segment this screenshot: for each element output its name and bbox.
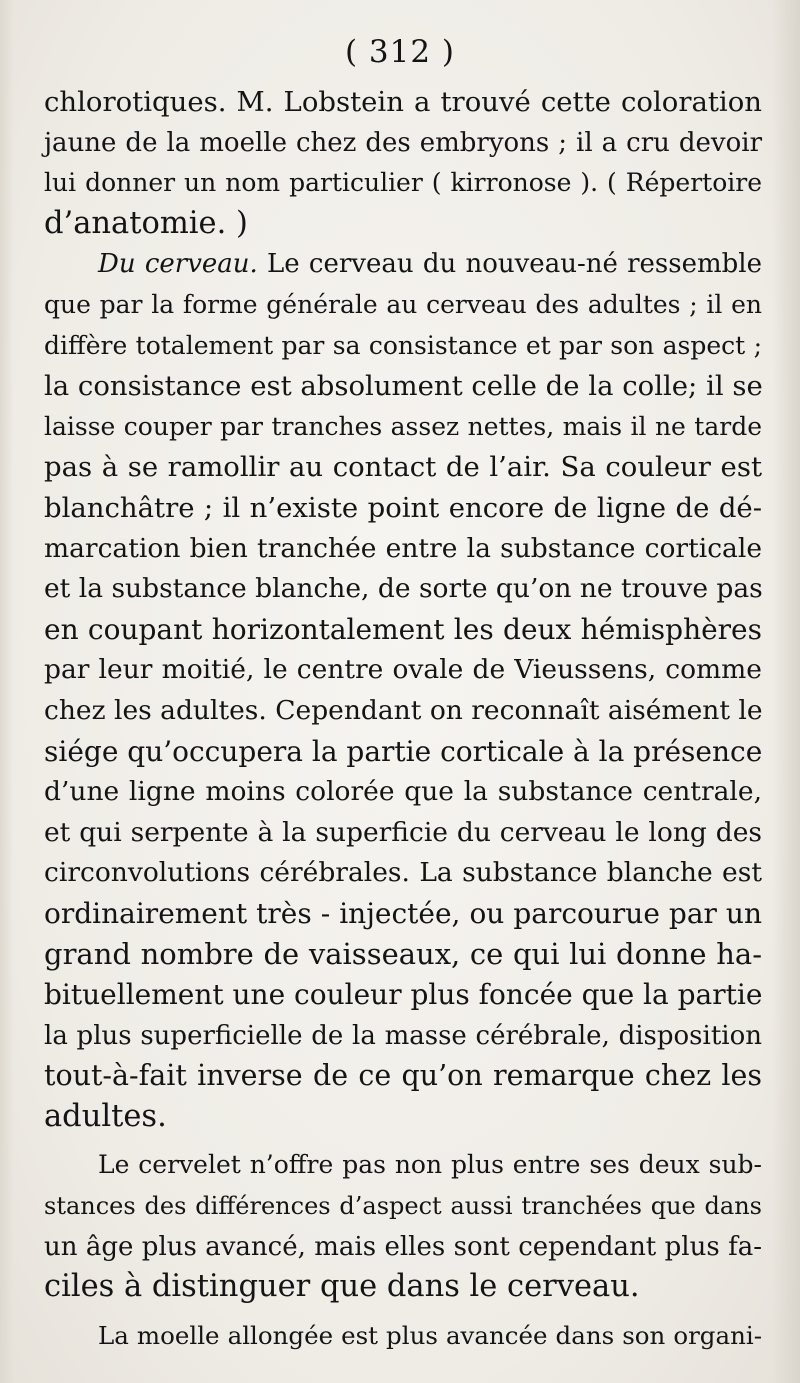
text-fragment: Le cerveau du nouveau-né ressemble <box>257 249 762 280</box>
text-line: jaune de la moelle chez des embryons ; il a cru devoir <box>44 127 762 158</box>
text-line: grand nombre de vaisseaux, ce qui lui donne ha- <box>44 937 762 972</box>
text-line: ordinairement très - injectée, ou parcourue par un <box>44 896 762 930</box>
text-line: blanchâtre ; il n’existe point encore de ligne de dé- <box>44 491 762 524</box>
paragraph-first-line: Le cervelet n’offre pas non plus entre ses deux sub- <box>98 1150 762 1180</box>
text-line: par leur moitié, le centre ovale de Vieussens, comme <box>44 654 762 686</box>
section-heading-italic: Du cerveau. <box>98 249 258 280</box>
text-line: un âge plus avancé, mais elles sont cependant plus fa- <box>44 1231 762 1262</box>
paragraph-gap <box>44 1308 762 1316</box>
paragraph-first-line: La moelle allongée est plus avancée dans son organi- <box>98 1320 762 1350</box>
text-line: la plus superficielle de la masse cérébrale, disposition <box>44 1020 762 1051</box>
text-line: d’une ligne moins colorée que la substance centrale, <box>44 776 762 808</box>
text-line: tout-à-fait inverse de ce qu’on remarque chez les <box>44 1059 762 1093</box>
page-right-shadow <box>772 0 800 1383</box>
text-line: en coupant horizontalement les deux hémisphères <box>44 612 762 646</box>
text-line: siége qu’occupera la partie corticale à la présence <box>44 734 763 768</box>
text-line: lui donner un nom particulier ( kirronose ). ( Répertoire <box>44 168 762 198</box>
text-line: chez les adultes. Cependant on reconnaît aisément le <box>44 694 763 726</box>
text-line: marcation bien tranchée entre la substance corticale <box>44 532 762 564</box>
text-line: laisse couper par tranches assez nettes, mais il ne tarde <box>44 411 762 441</box>
text-line: stances des différences d’aspect aussi tranchées que dans <box>44 1192 762 1221</box>
text-line: diffère totalement par sa consistance et par son aspect ; <box>44 330 762 360</box>
text-line: que par la forme générale au cerveau des adultes ; il en <box>44 289 762 319</box>
text-line: ciles à distinguer que dans le cerveau. <box>44 1269 640 1305</box>
text-line: chlorotiques. M. Lobstein a trouvé cette coloration <box>44 86 762 118</box>
text-line: circonvolutions cérébrales. La substance blanche est <box>44 857 762 889</box>
page-left-shadow <box>0 0 14 1383</box>
body-text <box>44 82 762 1356</box>
text-line: la consistance est absolument celle de la colle; il se <box>44 370 763 403</box>
paragraph-gap <box>44 1137 762 1145</box>
page-number: ( 312 ) <box>344 34 456 70</box>
text-line: pas à se ramollir au contact de l’air. Sa couleur est <box>44 451 762 484</box>
paragraph-first-line <box>44 244 762 285</box>
text-line: bituellement une couleur plus foncée que la partie <box>44 978 763 1012</box>
text-line: et qui serpente à la superficie du cerveau le long des <box>44 816 762 848</box>
text-line: d’anatomie. ) <box>44 205 248 241</box>
text-line: adultes. <box>44 1098 167 1134</box>
text-line: et la substance blanche, de sorte qu’on ne trouve pas <box>44 573 763 605</box>
